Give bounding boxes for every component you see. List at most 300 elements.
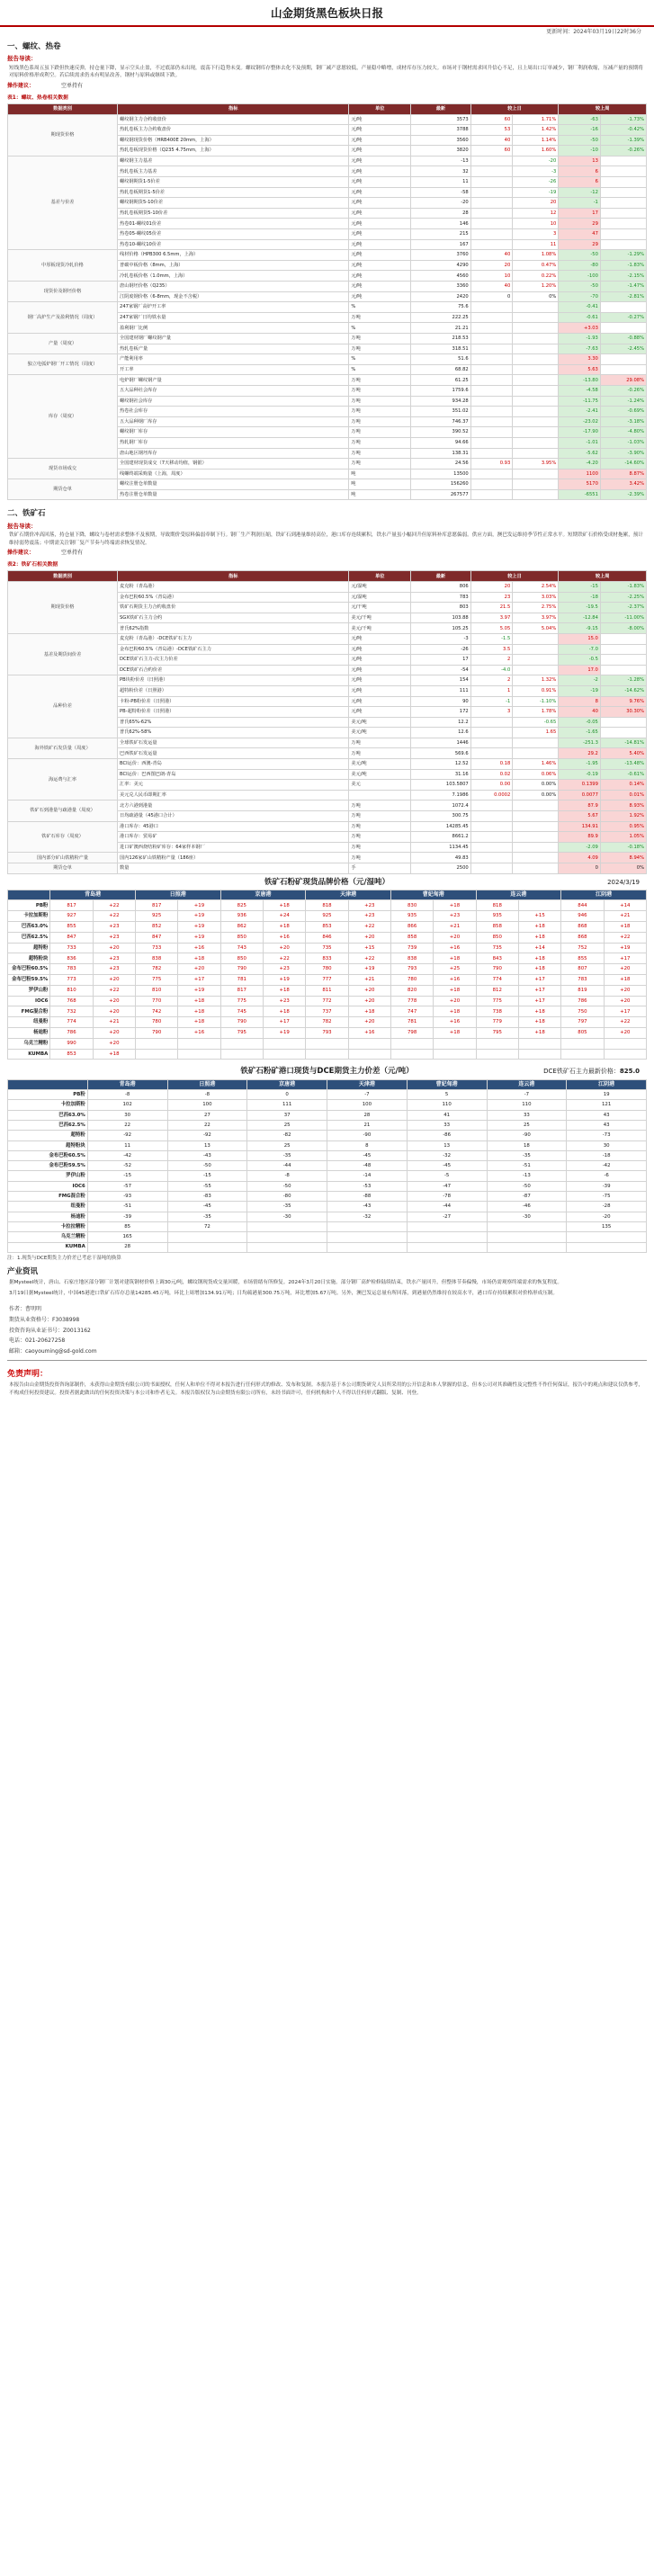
price-value: 858 — [476, 921, 518, 932]
price-change: +23 — [348, 911, 390, 922]
col-header: 连云港 — [476, 890, 561, 900]
row-day-change — [513, 364, 559, 375]
row-day-change: 1.65 — [513, 728, 559, 738]
spread-value: -35 — [247, 1150, 327, 1160]
table-row — [8, 459, 647, 470]
row-week-change — [600, 655, 646, 666]
price-change: +18 — [518, 1017, 560, 1028]
price-value: 774 — [476, 974, 518, 985]
table-row — [8, 1090, 647, 1100]
price-value: 773 — [50, 974, 93, 985]
row-day-change — [470, 407, 513, 417]
industry-p1: 据Mysteel统计，唐山、石家庄地区部分钢厂计划对建筑钢材价格上调30元/吨，螺纹钢现货成交量回暖，市场情绪有所修复。2024年3月20日实施。部分钢厂高炉检修陆续结束，铁水产量回升，但整体节奏偏慢，市场仍需观察终端需求的恢复程度。 — [9, 1279, 562, 1285]
row-day-change — [470, 448, 513, 459]
row-week-change: 134.91 — [559, 821, 601, 832]
row-week-change: 30.30% — [600, 707, 646, 718]
row-unit: 元/吨 — [349, 177, 411, 188]
row-day-change — [470, 177, 513, 188]
spread-value: 25 — [247, 1140, 327, 1150]
row-latest: 24.56 — [411, 459, 471, 470]
row-latest: 31.16 — [411, 769, 471, 780]
price-value: 833 — [306, 953, 348, 964]
row-week-change: 3.30 — [559, 354, 601, 365]
price-value — [306, 1038, 348, 1049]
row-day-change — [470, 842, 513, 853]
price-change: +25 — [434, 964, 476, 975]
col-header: 天津港 — [327, 1079, 408, 1090]
row-category: 铁矿石到港量与疏港量（周度） — [8, 801, 118, 821]
row-unit: 万吨 — [349, 821, 411, 832]
row-day-change — [470, 166, 513, 177]
price-change: +20 — [604, 964, 646, 975]
row-day-change: 0.00 — [470, 780, 513, 791]
row-week-change: -9.15 — [559, 623, 601, 634]
row-unit: 万吨 — [349, 427, 411, 438]
row-week-change: -4.58 — [559, 385, 601, 396]
price-change: +18 — [434, 900, 476, 911]
col-header — [8, 1079, 88, 1090]
table-row — [8, 250, 647, 261]
row-week-change: -12.84 — [559, 613, 601, 623]
price-change — [263, 1049, 305, 1060]
spread-value: -90 — [487, 1131, 567, 1140]
spread-value: -35 — [247, 1202, 327, 1212]
price-change: +22 — [93, 911, 135, 922]
row-week-change: -0.42% — [600, 125, 646, 136]
spread-value — [407, 1221, 487, 1231]
row-week-change: -1.03% — [600, 437, 646, 448]
row-unit: 元/吨 — [349, 198, 411, 209]
price-change: +19 — [178, 985, 220, 996]
table-row — [8, 1212, 647, 1221]
row-category: 期货仓单 — [8, 863, 118, 874]
table-row — [8, 738, 647, 748]
row-unit: 万吨 — [349, 385, 411, 396]
row-category: 库存（周度） — [8, 375, 118, 459]
row-week-change — [600, 633, 646, 644]
industry-title: 产业资讯 — [7, 1267, 39, 1277]
table-row — [8, 354, 647, 365]
price-change: +23 — [434, 911, 476, 922]
row-indicator: 全球铁矿石发运量 — [118, 738, 349, 748]
row-day-change: 1.20% — [513, 282, 559, 292]
spread-value: -48 — [327, 1161, 408, 1171]
advice-label: 操作建议： — [7, 82, 35, 89]
row-latest: 2500 — [411, 863, 471, 874]
price-value: 807 — [561, 964, 604, 975]
disclaimer-text: 本报告由山金期货投资咨询部制作，未获得山金期货有限公司的书面授权，任何人和单位不得对本报告进行任何形式的修改、发布和复制。本报告基于本公司期货研究人员所采用的公开信息和本人掌握的信息，但本公司对其准确性及完整性不作任何保证，报告中的观点和建议仅供参考，不构成任何投资建议。投资者据此做出的任何投资决策与本公司和作者无关。本报告版权仅为山金期货有限公司所有，未经书面许可，任何机构和个人不得以任何形式翻版、复制、刊登。 — [9, 1382, 643, 1396]
row-week-change: -1.93 — [559, 333, 601, 344]
spread-title — [0, 1063, 654, 1078]
row-week-change: 40 — [559, 707, 601, 718]
row-day-change — [470, 302, 513, 313]
row-day-change — [513, 479, 559, 490]
price-value: 735 — [306, 943, 348, 953]
price-value: 825 — [220, 900, 263, 911]
price-value: 780 — [306, 964, 348, 975]
price-change: +18 — [518, 1006, 560, 1017]
row-week-change: 0% — [600, 863, 646, 874]
row-day-change: 0.22% — [513, 271, 559, 282]
row-latest: 61.25 — [411, 375, 471, 386]
row-week-change: 5.40% — [600, 748, 646, 759]
table-row — [8, 964, 647, 975]
row-week-change: 0.01% — [600, 790, 646, 801]
row-indicator: 进口矿澳西烧结粉矿库存：64家样本钢厂 — [118, 842, 349, 853]
author-email: 邮箱：caoyouming@sd-gold.com — [9, 1347, 97, 1355]
row-day-change — [470, 437, 513, 448]
row-day-change — [513, 489, 559, 500]
advice-label-2: 操作建议： — [7, 550, 35, 557]
table-row — [8, 1202, 647, 1212]
row-indicator: DCE铁矿石主力-次主力价差 — [118, 655, 349, 666]
row-latest: 12.6 — [411, 728, 471, 738]
row-day-change — [470, 469, 513, 479]
spread-value: -32 — [407, 1150, 487, 1160]
price-change: +18 — [434, 1006, 476, 1017]
row-day-change: 20 — [470, 581, 513, 592]
row-day-change — [513, 832, 559, 843]
row-week-change: -2.25% — [600, 592, 646, 603]
divider — [7, 1360, 647, 1361]
row-category: 现货市场成交 — [8, 459, 118, 479]
row-latest: 1072.4 — [411, 801, 471, 811]
row-unit: 万吨 — [349, 811, 411, 822]
row-week-change: -7.0 — [559, 644, 601, 655]
price-value: 853 — [306, 921, 348, 932]
price-change: +23 — [93, 932, 135, 943]
row-day-change: 0.0002 — [470, 790, 513, 801]
price-change — [518, 1038, 560, 1049]
spread-value: 111 — [247, 1100, 327, 1110]
row-week-change — [600, 644, 646, 655]
row-latest: 569.6 — [411, 748, 471, 759]
row-week-change: -100 — [559, 271, 601, 282]
col-header: 日照港 — [167, 1079, 247, 1090]
spread-value: 25 — [247, 1121, 327, 1131]
row-day-change — [470, 219, 513, 229]
price-change: +19 — [263, 1027, 305, 1038]
price-change: +14 — [604, 900, 646, 911]
table-row — [8, 921, 647, 932]
row-unit: 万吨 — [349, 375, 411, 386]
spread-value: -93 — [87, 1192, 167, 1202]
row-week-change: -3.90% — [600, 448, 646, 459]
row-indicator: 热轧卷板现货价格（Q235 4.75mm，上海） — [118, 146, 349, 157]
row-week-change: -2.41 — [559, 407, 601, 417]
row-day-change: 0.93 — [470, 459, 513, 470]
price-value: 838 — [135, 953, 177, 964]
row-unit: 美元 — [349, 780, 411, 791]
row-day-change — [470, 239, 513, 250]
row-day-change: 2.75% — [513, 603, 559, 613]
row-brand: IOC6 — [8, 996, 50, 1006]
spread-value: -8 — [87, 1090, 167, 1100]
row-week-change — [600, 208, 646, 219]
row-week-change: 0.1399 — [559, 780, 601, 791]
prices-title — [0, 874, 654, 890]
col-header: 京唐港 — [247, 1079, 327, 1090]
row-unit: 万吨 — [349, 738, 411, 748]
spread-value: -45 — [327, 1150, 408, 1160]
spread-value: 33 — [407, 1121, 487, 1131]
row-day-change — [470, 717, 513, 728]
price-change: +19 — [178, 921, 220, 932]
row-day-change — [470, 333, 513, 344]
col-header: 最新 — [411, 103, 471, 114]
price-value: 745 — [220, 1006, 263, 1017]
price-change: +20 — [604, 985, 646, 996]
price-value: 774 — [50, 1017, 93, 1028]
price-change: +18 — [263, 900, 305, 911]
price-change: +19 — [263, 974, 305, 985]
row-day-change: 2 — [470, 655, 513, 666]
price-value: 853 — [50, 1049, 93, 1060]
row-latest: -3 — [411, 633, 471, 644]
row-indicator: 热轧卷板期货5-10价差 — [118, 208, 349, 219]
price-change: +18 — [263, 1006, 305, 1017]
row-day-change: 1.42% — [513, 125, 559, 136]
table-row — [8, 953, 647, 964]
table-row — [8, 333, 647, 344]
row-day-change — [513, 842, 559, 853]
guide-label: 报告导读： — [7, 55, 37, 63]
price-value: 850 — [220, 953, 263, 964]
spread-value: -45 — [167, 1202, 247, 1212]
col-header: 青岛港 — [50, 890, 136, 900]
row-week-change: 29 — [559, 219, 601, 229]
price-value: 927 — [50, 911, 93, 922]
row-latest: -13 — [411, 156, 471, 166]
price-value — [476, 1038, 518, 1049]
price-change: +23 — [263, 996, 305, 1006]
report-title: 山金期货黑色板块日报 — [0, 0, 654, 27]
price-change — [518, 1049, 560, 1060]
row-day-change: 0 — [470, 291, 513, 302]
spread-fut-value: 825.0 — [619, 1068, 640, 1076]
guide-text: 短线黑色系周五虽下跌但快速反弹，持仓量下降，显示空头止盈，不过底部仍未出现，震荡下行趋势未变。螺纹钢库存整体去化不及预期，钢厂减产意愿较低，产量稳中略增，成材库存压力较大。市场对于钢材需求回升信心不足，且上周出口订单减少，钢厂利润收缩，压减产量的预期将对原料价格形成利空。若后续需求仍未有明显改善，钢材与原料或继续下跌。 — [9, 65, 643, 79]
price-value: 855 — [50, 921, 93, 932]
row-week-change: 9.76% — [600, 696, 646, 707]
spread-value: -39 — [567, 1181, 647, 1191]
row-week-change: 5.63 — [559, 364, 601, 375]
spread-value: -51 — [487, 1161, 567, 1171]
spread-value — [487, 1221, 567, 1231]
row-day-change — [513, 469, 559, 479]
spread-value: 37 — [247, 1110, 327, 1120]
row-latest: 12.52 — [411, 759, 471, 770]
table-row — [8, 1027, 647, 1038]
col-header: 较上周 — [559, 571, 647, 582]
price-change: +20 — [604, 1027, 646, 1038]
price-change: +18 — [93, 1049, 135, 1060]
row-indicator: 卡粉-PB粉价差（日照港） — [118, 696, 349, 707]
table-row — [8, 375, 647, 386]
row-indicator: 螺纹钢现货价格（HRB400E 20mm，上海） — [118, 135, 349, 146]
price-value — [561, 1049, 604, 1060]
price-value: 868 — [561, 921, 604, 932]
row-brand: PB粉 — [8, 900, 50, 911]
row-latest: 138.31 — [411, 448, 471, 459]
table-row — [8, 863, 647, 874]
price-value: 735 — [476, 943, 518, 953]
price-value: 818 — [306, 900, 348, 911]
table-row — [8, 911, 647, 922]
row-week-change — [600, 229, 646, 240]
row-latest: 806 — [411, 581, 471, 592]
row-brand: 巴西63.0% — [8, 1110, 88, 1120]
row-day-change — [513, 312, 559, 323]
row-category: 中厚板现货冷轧价格 — [8, 250, 118, 282]
row-indicator: 热卷注册仓单数量 — [118, 489, 349, 500]
price-change: +20 — [348, 996, 390, 1006]
row-day-change — [470, 385, 513, 396]
row-latest: 7.1986 — [411, 790, 471, 801]
row-latest: 3820 — [411, 146, 471, 157]
row-latest: 3760 — [411, 250, 471, 261]
row-unit: 元/吨 — [349, 685, 411, 696]
row-latest: 3560 — [411, 135, 471, 146]
row-unit: 万吨 — [349, 448, 411, 459]
spread-value: 30 — [567, 1140, 647, 1150]
spread-value: -30 — [247, 1212, 327, 1221]
col-header: 较上日 — [470, 103, 559, 114]
row-week-change: -19 — [559, 685, 601, 696]
price-change: +20 — [434, 996, 476, 1006]
row-day-change — [513, 333, 559, 344]
row-unit: 元/吨 — [349, 208, 411, 219]
price-change: +20 — [434, 932, 476, 943]
row-category: 期现货价格 — [8, 114, 118, 156]
row-day-change: -1.5 — [470, 633, 513, 644]
row-brand: FMG混合粉 — [8, 1006, 50, 1017]
spread-value: -20 — [567, 1212, 647, 1221]
row-unit: 元/吨 — [349, 633, 411, 644]
row-week-change: -0.69% — [600, 407, 646, 417]
row-indicator: 盈利钢厂比例 — [118, 323, 349, 334]
row-unit: 万吨 — [349, 801, 411, 811]
row-unit: 元/吨 — [349, 187, 411, 198]
price-change — [604, 1038, 646, 1049]
row-day-change — [513, 811, 559, 822]
author-name: 作者：曹明明 — [9, 1306, 42, 1313]
row-day-change — [470, 312, 513, 323]
row-category: 基差及期货间价差 — [8, 633, 118, 675]
row-week-change — [600, 302, 646, 313]
price-change: +20 — [93, 1027, 135, 1038]
price-change: +20 — [93, 943, 135, 953]
row-day-change: 1.32% — [513, 675, 559, 686]
price-change: +18 — [348, 1006, 390, 1017]
row-indicator: 全国建材钢厂螺纹钢产量 — [118, 333, 349, 344]
spread-value — [247, 1221, 327, 1231]
row-latest: 2420 — [411, 291, 471, 302]
row-unit: 万吨 — [349, 853, 411, 863]
price-value: 817 — [220, 985, 263, 996]
row-indicator: 线材价格（HPB300 6.5mm，上海） — [118, 250, 349, 261]
row-indicator: 普氏62%-58% — [118, 728, 349, 738]
row-unit: 吨 — [349, 489, 411, 500]
row-category: 期货仓单 — [8, 479, 118, 500]
price-value: 783 — [561, 974, 604, 985]
spread-value — [247, 1232, 327, 1242]
price-value: 795 — [476, 1027, 518, 1038]
row-latest: 3360 — [411, 282, 471, 292]
price-change: +23 — [93, 953, 135, 964]
author-cert: 投资咨询从业证书号：Z0013162 — [9, 1327, 91, 1334]
price-value: 810 — [135, 985, 177, 996]
price-change: +20 — [178, 964, 220, 975]
row-week-change: -50 — [559, 250, 601, 261]
spread-value: -42 — [567, 1161, 647, 1171]
row-week-change: -3.18% — [600, 416, 646, 427]
row-brand: KUMBA — [8, 1242, 88, 1252]
row-unit: 万吨 — [349, 312, 411, 323]
row-latest: 934.28 — [411, 396, 471, 407]
row-indicator: 五大品种社会库存 — [118, 385, 349, 396]
row-indicator: 螺纹注册仓单数量 — [118, 479, 349, 490]
row-day-change: 1.14% — [513, 135, 559, 146]
price-value: 742 — [135, 1006, 177, 1017]
row-category: 海外铁矿石发货量（周度） — [8, 738, 118, 758]
col-header: 较上日 — [470, 571, 559, 582]
row-day-change: 3.97 — [470, 613, 513, 623]
row-unit: 元/吨 — [349, 260, 411, 271]
row-indicator: 江阴废钢价格（6-8mm，现金不含税） — [118, 291, 349, 302]
row-week-change: 3.42% — [600, 479, 646, 490]
row-week-change: -1.83% — [600, 260, 646, 271]
row-week-change — [600, 219, 646, 229]
spread-title-text: 铁矿石粉矿港口现货与DCE期货主力价差（元/吨） — [240, 1067, 414, 1077]
spread-value — [407, 1242, 487, 1252]
row-indicator: 热卷01-螺纹01价差 — [118, 219, 349, 229]
row-week-change: -1.47% — [600, 282, 646, 292]
price-value: 733 — [50, 943, 93, 953]
table-row — [8, 1171, 647, 1181]
price-value — [220, 1049, 263, 1060]
row-week-change: 0.0077 — [559, 790, 601, 801]
row-unit: 手 — [349, 863, 411, 874]
price-change — [178, 1049, 220, 1060]
price-change: +22 — [604, 1017, 646, 1028]
table-row — [8, 1161, 647, 1171]
row-day-change — [513, 801, 559, 811]
price-value: 772 — [306, 996, 348, 1006]
row-unit: 元/吨 — [349, 146, 411, 157]
row-day-change — [513, 644, 559, 655]
row-day-change: 23 — [470, 592, 513, 603]
section-rebar-title: 一、螺纹、热卷 — [7, 42, 61, 51]
row-latest: 90 — [411, 696, 471, 707]
price-value: 844 — [561, 900, 604, 911]
price-change: +16 — [178, 943, 220, 953]
spread-value — [567, 1232, 647, 1242]
row-week-change: -23.02 — [559, 416, 601, 427]
row-day-change — [470, 811, 513, 822]
row-week-change: 89.9 — [559, 832, 601, 843]
row-indicator: SGX铁矿石主力合约 — [118, 613, 349, 623]
row-latest: 222.25 — [411, 312, 471, 323]
price-value: 747 — [390, 1006, 433, 1017]
spread-value: -45 — [407, 1161, 487, 1171]
spread-value: 22 — [87, 1121, 167, 1131]
row-unit: 美元/干吨 — [349, 623, 411, 634]
row-indicator: 热卷社会库存 — [118, 407, 349, 417]
table2 — [7, 570, 647, 873]
spread-value: -82 — [247, 1131, 327, 1140]
row-day-change: 40 — [470, 250, 513, 261]
row-day-change: -1 — [470, 696, 513, 707]
